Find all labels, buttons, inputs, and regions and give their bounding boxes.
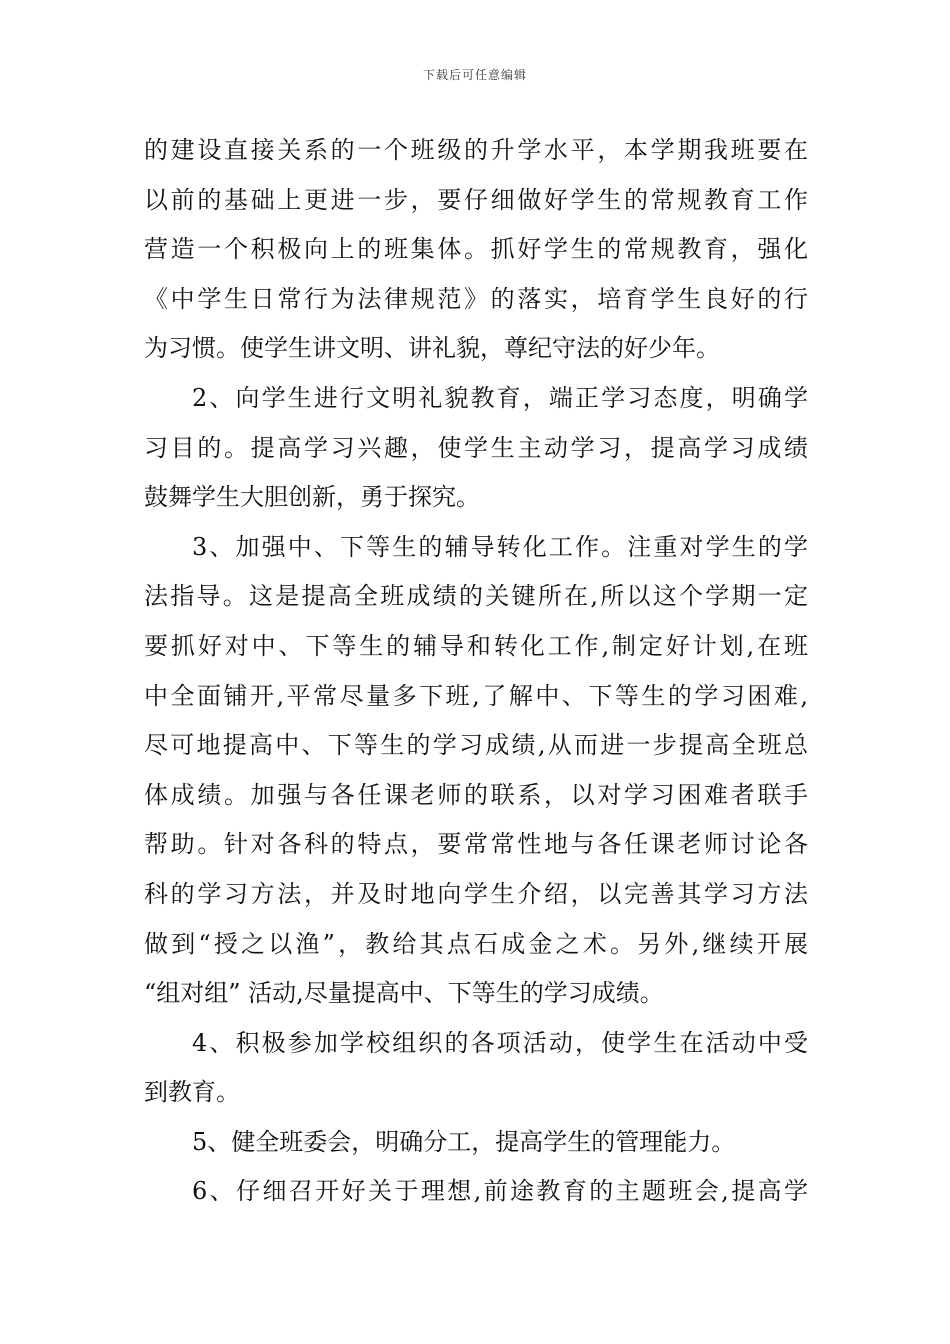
text-line: 营造一个积极向上的班集体。抓好学生的常规教育，强化 — [144, 235, 808, 264]
text-line: 3、加强中、下等生的辅导转化工作。注重对学生的学 — [192, 532, 808, 561]
paragraph-2 — [144, 374, 808, 523]
text-line: 帮助。针对各科的特点，要常常性地与各任课老师讨论各 — [144, 830, 808, 859]
text-line: 为习惯。使学生讲文明、讲礼貌，尊纪守法的好少年。 — [144, 334, 720, 363]
text-line: 《中学生日常行为法律规范》的落实，培育学生良好的行 — [144, 284, 808, 313]
text-line: 体成绩。加强与各任课老师的联系，以对学习困难者联手 — [144, 780, 808, 809]
text-line: 的建设直接关系的一个班级的升学水平，本学期我班要在 — [144, 136, 808, 164]
paragraph-6 — [144, 1167, 808, 1217]
text-line: 4、积极参加学校组织的各项活动，使学生在活动中受 — [192, 1028, 808, 1057]
text-line: 尽可地提高中、下等生的学习成绩,从而进一步提高全班总 — [144, 731, 808, 760]
text-line: 2、向学生进行文明礼貌教育，端正学习态度，明确学 — [192, 383, 808, 412]
text-line: 习目的。提高学习兴趣，使学生主动学习，提高学习成绩 — [144, 433, 808, 462]
paragraph-4 — [144, 1019, 808, 1118]
text-line: 鼓舞学生大胆创新，勇于探究。 — [144, 483, 480, 512]
text-line: 做到“授之以渔”，教给其点石成金之术。另外,继续开展 — [144, 929, 808, 958]
text-line: 中全面铺开,平常尽量多下班,了解中、下等生的学习困难, — [144, 681, 808, 710]
page-header: 下载后可任意编辑 — [422, 68, 527, 82]
text-line: 要抓好对中、下等生的辅导和转化工作,制定好计划,在班 — [144, 631, 808, 660]
text-line: 5、健全班委会，明确分工，提高学生的管理能力。 — [192, 1127, 736, 1156]
paragraph-3 — [144, 523, 808, 1019]
text-line: 到教育。 — [144, 1078, 240, 1107]
text-line: 以前的基础上更进一步，要仔细做好学生的常规教育工作 — [144, 185, 808, 214]
paragraph-5 — [144, 1118, 808, 1168]
document-body — [144, 126, 808, 1217]
text-line: “组对组” 活动,尽量提高中、下等生的学习成绩。 — [144, 979, 664, 1008]
text-line: 科的学习方法，并及时地向学生介绍，以完善其学习方法 — [144, 879, 808, 908]
paragraph-1 — [144, 126, 808, 374]
text-line: 6、仔细召开好关于理想,前途教育的主题班会,提高学 — [192, 1177, 808, 1206]
text-line: 法指导。这是提高全班成绩的关键所在,所以这个学期一定 — [144, 582, 808, 611]
